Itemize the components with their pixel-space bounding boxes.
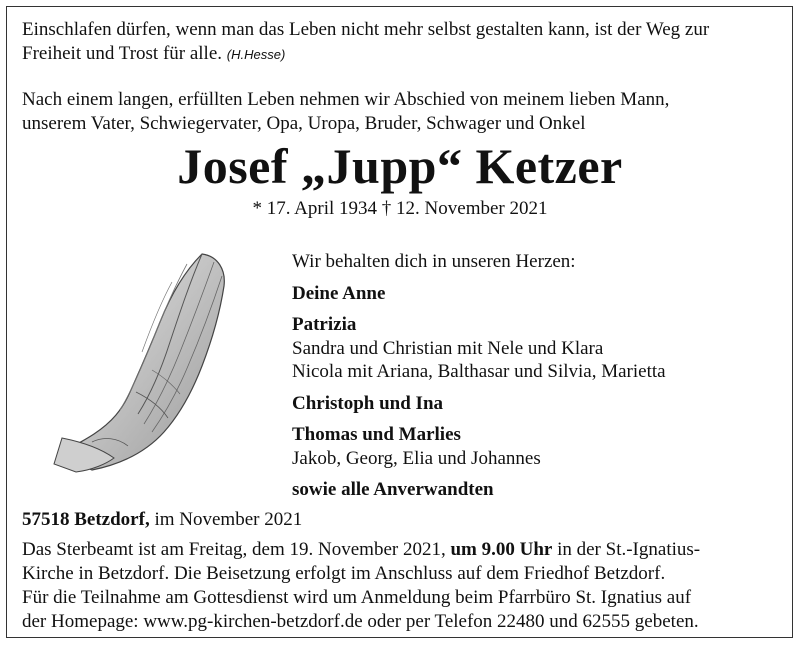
- mourner-group-4-name: Thomas und Marlies: [292, 424, 461, 445]
- notice-date: im November 2021: [154, 509, 303, 530]
- intro-line-1: Nach einem langen, erfüllten Leben nehmen wir Abschied von meinem lieben Mann,: [22, 89, 670, 110]
- service-text-c: in der St.-Ignatius-: [557, 539, 701, 560]
- place: 57518 Betzdorf,: [22, 509, 150, 530]
- quote-line-2: [22, 42, 285, 67]
- mourner-group-5-name: sowie alle Anverwandten: [292, 479, 494, 500]
- quote-line-1: Einschlafen dürfen, wenn man das Leben nicht mehr selbst gestalten kann, ist der Weg zur: [22, 19, 710, 40]
- praying-hands-icon: [52, 242, 242, 474]
- mourners-list: [292, 250, 666, 502]
- intro-line-2: unserem Vater, Schwiegervater, Opa, Uropa, Bruder, Schwager und Onkel: [22, 113, 586, 134]
- mourner-group-2-name: Patrizia: [292, 314, 357, 335]
- service-line-1: [22, 538, 700, 562]
- deceased-name: Josef „Jupp“ Ketzer: [177, 138, 623, 194]
- life-dates: * 17. April 1934 † 12. November 2021: [252, 198, 548, 219]
- mourners-heading: Wir behalten dich in unseren Herzen:: [292, 251, 576, 272]
- service-text-a: Das Sterbeamt ist am Freitag, dem 19. November 2021,: [22, 539, 446, 560]
- service-time: um 9.00 Uhr: [450, 539, 553, 560]
- service-line-3: Für die Teilnahme am Gottesdienst wird um Anmeldung beim Pfarrbüro St. Ignatius auf: [22, 587, 692, 608]
- mourner-group-3-name: Christoph und Ina: [292, 392, 444, 414]
- mourner-group-2-line-1: Sandra und Christian mit Nele und Klara: [292, 337, 604, 359]
- mourner-group-2-line-2: Nicola mit Ariana, Balthasar und Silvia, Marietta: [292, 361, 666, 382]
- quote-text: Freiheit und Trost für alle.: [22, 43, 223, 64]
- mourner-group-4-line-1: Jakob, Georg, Elia und Johannes: [292, 447, 541, 469]
- service-line-2: Kirche in Betzdorf. Die Beisetzung erfolgt im Anschluss auf dem Friedhof Betzdorf.: [22, 563, 666, 584]
- place-date-line: [22, 508, 302, 532]
- mourner-group-1-name: Deine Anne: [292, 282, 386, 304]
- quote-author: (H.Hesse): [226, 47, 286, 62]
- service-line-4: der Homepage: www.pg-kirchen-betzdorf.de oder per Telefon 22480 und 62555 gebeten.: [22, 611, 699, 632]
